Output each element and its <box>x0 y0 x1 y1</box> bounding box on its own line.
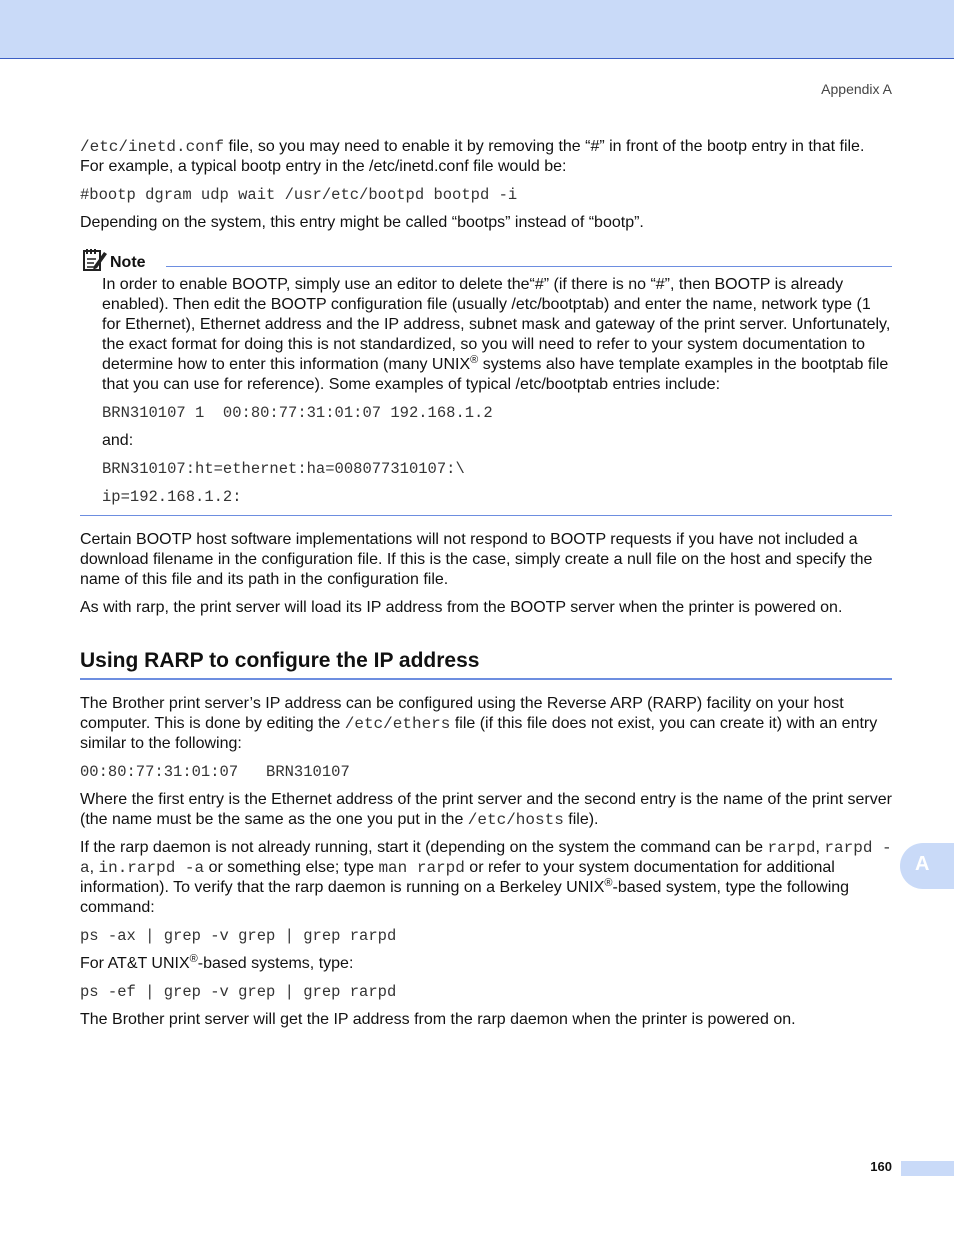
header-band <box>0 0 954 59</box>
side-tab-label: A <box>915 853 930 875</box>
section-heading: Using RARP to configure the IP address <box>80 648 892 680</box>
note-body <box>80 275 892 507</box>
inline-code: in.rarpd -a <box>98 859 205 877</box>
rarp-paragraph-2: Where the first entry is the Ethernet address of the print server and the second entry is the name of the print server (the name must be the same as the one you put in the /etc/hosts file). <box>80 791 892 829</box>
rarp-paragraph-3: If the rarp daemon is not already running, start it (depending on the system the command can be rarpd, rarpd -a, in.rarpd -a or something else; type man rarpd or refer to your system documentation for additional information). To verify that the rarp daemon is running on a Berkeley UNIX®-based system, type the following command: <box>80 839 892 916</box>
inline-code: /etc/inetd.conf <box>80 138 225 156</box>
rarp-paragraph-1: The Brother print server’s IP address can be configured using the Reverse ARP (RARP) facility on your host computer. This is done by editing the /etc/ethers file (if this file does not exist, you can create it) with an entry similar to the following: <box>80 695 878 752</box>
inline-code: /etc/ethers <box>344 715 451 733</box>
intro-paragraph-2: Depending on the system, this entry might be called “bootps” instead of “bootp”. <box>80 214 644 231</box>
note-box <box>80 247 892 516</box>
inline-code: rarpd -a <box>80 839 892 877</box>
note-rule <box>166 266 892 267</box>
inline-code: /etc/hosts <box>467 811 564 829</box>
note-paragraph: In order to enable BOOTP, simply use an editor to delete the“#” (if there is no “#”, then BOOTP is already enabled). Then edit the BOOTP configuration file (usually /etc/bootptab) and enter the name, network type (1 for Ethernet), Ethernet address and the IP address, subnet mask and gateway of the print server. Unfortunately, the exact format for doing this is not standardized, so you will need to refer to your system documentation to determine how to enter this information (many UNIX® systems also have template examples in the bootptab file that you can use for reference). Some examples of typical /etc/bootptab entries include: <box>102 276 891 393</box>
note-header <box>80 247 892 273</box>
note-title: Note <box>110 254 146 271</box>
note-code-3: ip=192.168.1.2: <box>102 488 242 506</box>
appendix-side-tab[interactable] <box>900 843 954 889</box>
note-bottom-rule <box>80 515 892 516</box>
rarp-paragraph-4: For AT&T UNIX®-based systems, type: <box>80 953 354 972</box>
code-ps-ef: ps -ef | grep -v grep | grep rarpd <box>80 983 397 1001</box>
page-content <box>80 137 892 1030</box>
inline-code: man rarpd <box>378 859 465 877</box>
inline-code: rarpd <box>767 839 816 857</box>
code-ps-ax: ps -ax | grep -v grep | grep rarpd <box>80 927 397 945</box>
appendix-label: Appendix A <box>821 81 892 97</box>
after-note-paragraph-2: As with rarp, the print server will load its IP address from the BOOTP server when the printer is powered on. <box>80 599 843 616</box>
note-code-2: BRN310107:ht=ethernet:ha=008077310107:\ <box>102 460 465 478</box>
code-bootp-entry: #bootp dgram udp wait /usr/etc/bootpd bootpd -i <box>80 186 518 204</box>
intro-paragraph-1: /etc/inetd.conf file, so you may need to enable it by removing the “#” in front of the bootp entry in that file. For example, a typical bootp entry in the /etc/inetd.conf file would be: <box>80 138 865 175</box>
note-code-1: BRN310107 1 00:80:77:31:01:07 192.168.1.2 <box>102 404 493 422</box>
footer-band <box>901 1161 954 1176</box>
code-ethers-entry: 00:80:77:31:01:07 BRN310107 <box>80 763 350 781</box>
after-note-paragraph-1: Certain BOOTP host software implementations will not respond to BOOTP requests if you have not included a download filename in the configuration file. If this is the case, simply create a null file on the host and specify the name of this file and its path in the configuration file. <box>80 531 873 588</box>
page-number: 160 <box>870 1159 892 1174</box>
note-and: and: <box>102 432 134 449</box>
note-pencil-icon <box>82 247 108 273</box>
rarp-paragraph-5: The Brother print server will get the IP address from the rarp daemon when the printer is powered on. <box>80 1011 796 1028</box>
